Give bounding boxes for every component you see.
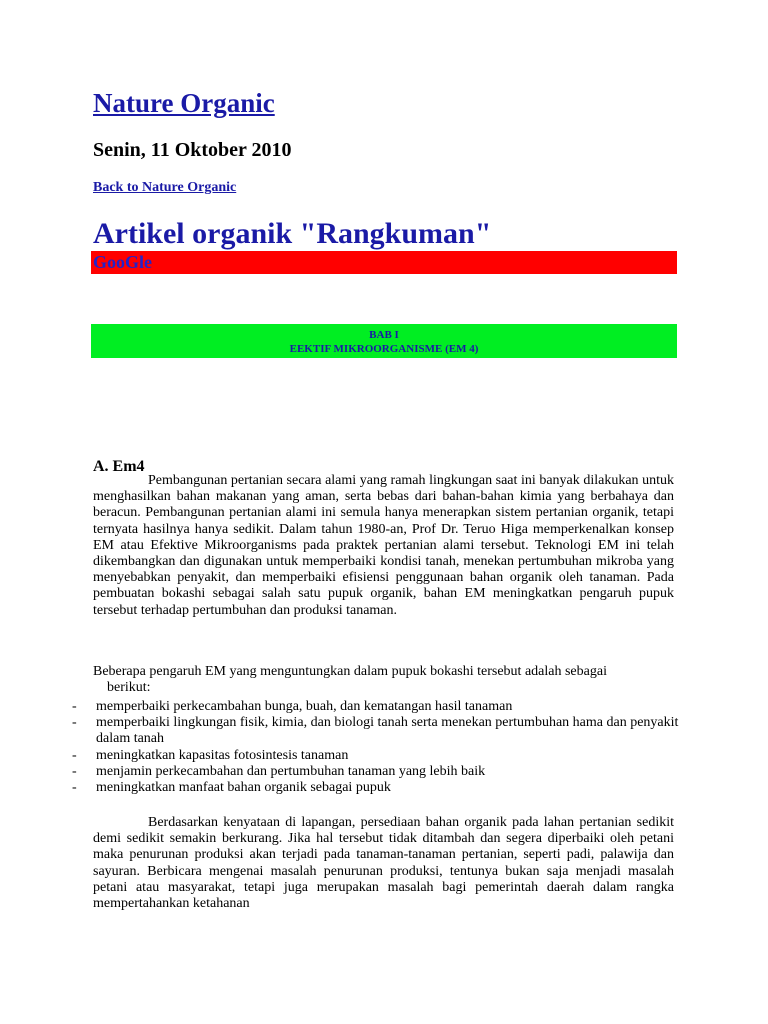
back-to-blog-link[interactable]: Back to Nature Organic (93, 180, 237, 195)
list-item (60, 699, 680, 715)
chapter-title: EEKTIF MIKROORGANISME (EM 4) (289, 343, 479, 355)
google-label: GooGle (93, 252, 152, 272)
google-banner (91, 251, 677, 274)
paragraph-benefits-line1: Beberapa pengaruh EM yang menguntungkan dalam pupuk bokashi tersebut adalah sebagai (93, 664, 607, 679)
post-date: Senin, 11 Oktober 2010 (93, 139, 292, 161)
blog-title-link[interactable]: Nature Organic (93, 88, 275, 118)
section-heading: A. Em4 (93, 458, 145, 475)
dash-bullet: - (72, 780, 77, 796)
list-item-text: meningkatkan manfaat bahan organik sebagai pupuk (96, 780, 391, 796)
post-title: Artikel organik "Rangkuman" (93, 217, 492, 250)
list-item (60, 780, 680, 796)
dash-bullet: - (72, 763, 77, 779)
dash-bullet: - (72, 699, 77, 714)
chapter-heading-box (91, 324, 677, 358)
list-item-text: memperbaiki lingkungan fisik, kimia, dan biologi tanah serta menekan pertumbuhan hama dan penyakit dalam tanah (96, 715, 679, 747)
list-item-text: meningkatkan kapasitas fotosintesis tanaman (96, 747, 349, 763)
benefits-list (60, 699, 680, 796)
paragraph-intro: Pembangunan pertanian secara alami yang ramah lingkungan saat ini banyak dilakukan untuk menghasilkan bahan makanan yang aman, serta bebas dari bahan-bahan kimia yang berbahaya dan beracun. Pembangunan pertanian alami ini semula hanya menerapkan sistem pertanian organik, tetapi ternyata hasilnya hanya sedikit. Dalam tahun 1980-an, Prof Dr. Teruo Higa memperkenalkan konsep EM atau Efektive Mikroorganisms pada praktek pertanian alami tersebut. Teknologi EM ini telah dikembangkan dan digunakan untuk memperbaiki kondisi tanah, menekan pertumbuhan mikroba yang menyebabkan penyakit, dan memperbaiki efisiensi penggunaan bahan organik oleh tanaman. Pada pembuatan bokashi sebagai salah satu pupuk organik, bahan EM meningkatkan pengaruh pupuk tersebut terhadap pertumbuhan dan produksi tanaman. (93, 473, 674, 618)
list-item-text: menjamin perkecambahan dan pertumbuhan tanaman yang lebih baik (96, 763, 486, 779)
chapter-number: BAB I (369, 329, 399, 341)
list-item (60, 715, 680, 747)
list-item (60, 748, 680, 764)
dash-bullet: - (72, 715, 77, 731)
dash-bullet: - (72, 747, 77, 763)
paragraph-benefits-line2: berikut: (107, 680, 151, 696)
list-item-text: memperbaiki perkecambahan bunga, buah, dan kematangan hasil tanaman (96, 699, 513, 714)
paragraph-conditions: Berdasarkan kenyataan di lapangan, persediaan bahan organik pada lahan pertanian sedikit demi sedikit semakin berkurang. Jika hal tersebut tidak ditambah dan segera diperbaiki oleh petani maka penurunan produksi akan terjadi pada tanaman-tanaman pertanian, seperti padi, palawija dan sayuran. Berbicara mengenai masalah penurunan produksi, tentunya bukan saja menjadi masalah petani atau masyarakat, tetapi juga merupakan masalah bagi pemerintah daerah dalam rangka mempertahankan ketahanan (93, 815, 674, 912)
list-item (60, 764, 680, 780)
paragraph-benefits-intro (93, 664, 674, 696)
